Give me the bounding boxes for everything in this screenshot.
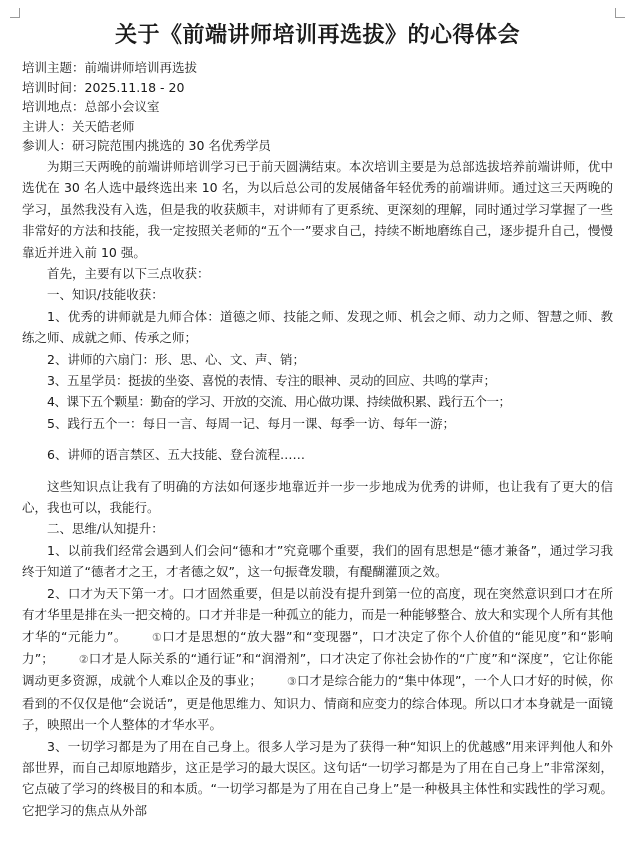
section1-summary: 这些知识点让我有了明确的方法如何逐步地靠近并一步一步地成为优秀的讲师，也让我有了更大的信心，我也可以，我能行。: [22, 478, 613, 516]
intro-paragraph: 为期三天两晚的前端讲师培训学习已于前天圆满结束。本次培训主要是为总部选拔培养前端讲师，优中选优在 30 名人选中最终选出来 10 名，为以后总公司的发展储备年轻优秀的前端讲师。通过这三天两晚的学习，虽然我没有入选，但是我的收获颇丰，对讲师有了更系统、更深刻的理解，同时通过学习掌握了一些非常好的方法和技能，我一定按照关老师的“五个一”要求自己，持续不断地磨练自己，逐步提升自己，慢慢靠近并进入前 10 强。: [22, 158, 613, 260]
gains-intro: 首先，主要有以下三点收获：: [47, 266, 210, 281]
section2-heading: 二、思维/认知提升：: [47, 521, 164, 537]
section2-point-3: 3、一切学习都是为了用在自己身上。很多人学习是为了获得一种“知识上的优越感”用来评判他人和外部世界，而自己却原地踏步，这正是学习的最大误区。这句话“一切学习都是为了用在自己身上”非常深刻，它点破了学习的终极目的和本质。“一切学习都是为了用在自己身上”是一种极具主体性和实践性的学习观。它把学习的焦点从外部: [22, 738, 613, 818]
meta-value: 总部小会议室: [84, 99, 160, 115]
section1-item: 4、课下五个颗星：勤奋的学习、开放的交流、用心做功课、持续做积累、践行五个一；: [47, 394, 511, 410]
circled-three-marker: ③: [286, 675, 297, 689]
point2-text: 口才是人际关系的“通行证”和“润滑剂”，口才决定了你社会协作的“广度”和“深度”，它让你能调动更多资源，成就个人难以企及的事业；: [22, 650, 613, 689]
paragraph-gap: [22, 434, 613, 444]
meta-label: 培训地点：: [22, 99, 85, 115]
section1-heading: 一、知识/技能收获：: [47, 287, 164, 303]
point2-text: 口才是思想的“放大器”和“变现器”，口才决定了你个人价值的“能见度”和“影响力”；: [22, 628, 613, 666]
meta-value: 前端讲师培训再选拔: [84, 60, 198, 75]
meta-value: 2025.11.18 - 20: [84, 79, 185, 95]
section1-item: 3、五星学员：挺拔的坐姿、喜悦的表情、专注的眼神、灵动的回应、共鸣的掌声；: [47, 373, 496, 389]
meta-speaker: [22, 117, 613, 137]
meta-time: [22, 78, 613, 98]
circled-one-marker: ①: [151, 630, 162, 644]
section1-item: 6、讲师的语言禁区、五大技能、登台流程……: [47, 447, 305, 463]
section1-item: 1、优秀的讲师就是九师合体：道德之师、技能之师、发现之师、机会之师、动力之师、智慧之师、教练之师、成就之师、传承之师；: [22, 308, 613, 346]
meta-label: 主讲人：: [22, 118, 73, 134]
meta-participants: [22, 136, 613, 156]
page-corner-mark: [615, 8, 625, 18]
point2-text: 口才是综合能力的“集中体现”，一个人口才好的时候，你看到的不仅仅是他“会说话”，更是他思维力、知识力、情商和应变力的综合体现。所以口才本身就是一面镜子，映照出一个人整体的才华水平。: [22, 673, 613, 733]
meta-value: 研习院范围内挑选的 30 名优秀学员: [72, 138, 271, 154]
meta-label: 参训人：: [22, 138, 73, 154]
section2-point-1: 1、以前我们经常会遇到人们会问“德和才”究竟哪个重要，我们的固有思想是“德才兼备”，通过学习我终于知道了“德者才之王，才者德之奴”，这一句振聋发聩，有醍醐灌顶之效。: [22, 542, 613, 580]
section1-item: 5、践行五个一：每日一言、每周一记、每月一课、每季一访、每年一游；: [47, 415, 455, 431]
point2-text: 2、口才为天下第一才。口才固然重要，但是以前没有提升到第一位的高度，现在突然意识到口才在所有才华里是排在头一把交椅的。口才并非是一种孤立的能力，而是一种能够整合、放大和实现个人所有其他才华的“元能力”。: [22, 585, 613, 644]
meta-label: 培训时间：: [22, 79, 85, 95]
training-meta: [22, 58, 613, 156]
meta-location: [22, 97, 613, 117]
section1-item: 2、讲师的六扇门：形、思、心、文、声、销；: [47, 351, 305, 367]
paragraph-gap: [22, 466, 613, 476]
circled-two-marker: ②: [78, 652, 89, 666]
meta-label: 培训主题：: [22, 60, 85, 75]
document-title: 关于《前端讲师培训再选拔》的心得体会: [114, 22, 520, 48]
meta-topic: [22, 58, 613, 78]
meta-value: 关天皓老师: [72, 118, 135, 134]
section2-point-2: [22, 583, 613, 736]
page-corner-mark: [10, 8, 20, 18]
